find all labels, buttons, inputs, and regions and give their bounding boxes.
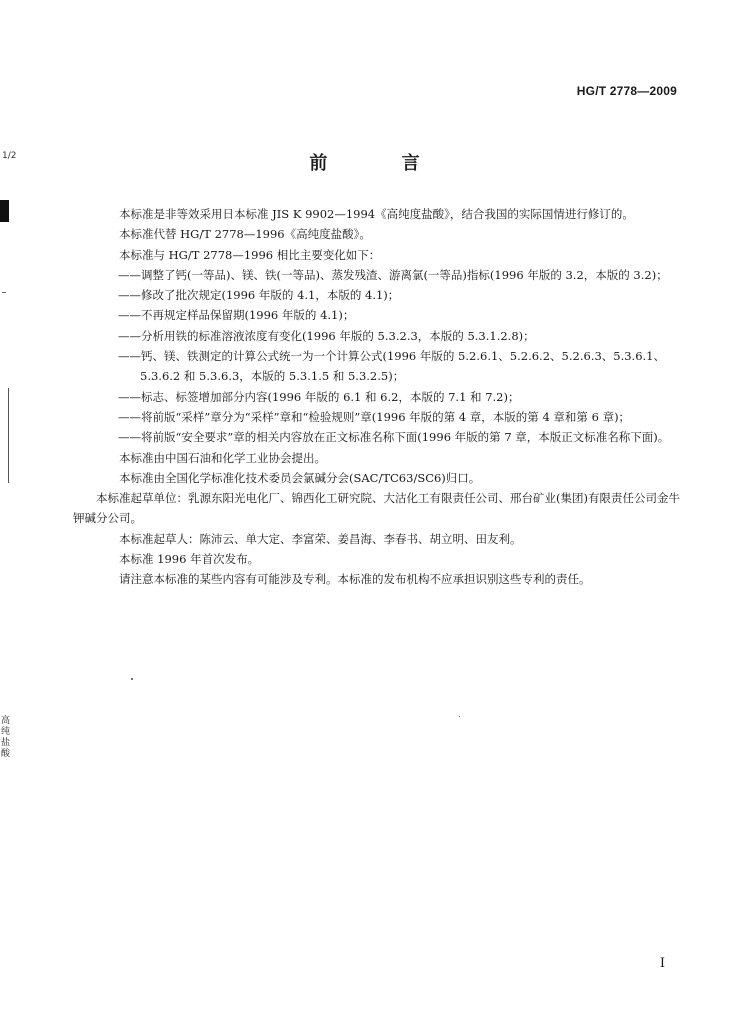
margin-fraction: 1/2 (2, 151, 17, 161)
change-item: ——将前版“安全要求”章的相关内容放在正文标准名称下面(1996 年版的第 7 章，本版正文标准名称下面)。 (118, 430, 670, 445)
paragraph-proposer: 本标准由中国石油和化学工业协会提出。 (119, 450, 326, 465)
paragraph-changes-intro: 本标准与 HG/T 2778—1996 相比主要变化如下： (119, 247, 381, 262)
margin-scan-bar (0, 200, 9, 222)
paragraph-replaces: 本标准代替 HG/T 2778—1996《高纯度盐酸》。 (119, 227, 371, 242)
standard-code: HG/T 2778—2009 (576, 84, 677, 98)
paragraph-drafting-units: 本标准起草单位：乳源东阳光电化厂、锦西化工研究院、大沽化工有限责任公司、邢台矿业(集团)有限责任公司金牛钾碱分公司。 (73, 491, 680, 526)
paragraph-patent-notice: 请注意本标准的某些内容有可能涉及专利。本标准的发布机构不应承担识别这些专利的责任。 (119, 572, 591, 587)
scan-speck (459, 716, 460, 717)
change-item: ——不再规定样品保留期(1996 年版的 4.1)； (118, 308, 355, 323)
paragraph-committee: 本标准由全国化学标准化技术委员会氯碱分会(SAC/TC63/SC6)归口。 (119, 470, 481, 485)
change-item: ——标志、标签增加部分内容(1996 年版的 6.1 和 6.2，本版的 7.1 和 7.2)； (118, 389, 520, 404)
change-item: ——修改了批次规定(1996 年版的 4.1，本版的 4.1)； (118, 288, 400, 303)
paragraph-first-issued: 本标准 1996 年首次发布。 (119, 552, 260, 567)
paragraph-adoption: 本标准是非等效采用日本标准 JIS K 9902—1994《高纯度盐酸》，结合我国的实际国情进行修订的。 (119, 207, 634, 221)
scan-speck (131, 678, 133, 680)
margin-scan-tick (2, 292, 6, 293)
change-item: ——调整了钙(一等品)、镁、铁(一等品)、蒸发残渣、游离氯(一等品)指标(1996 年版的 3.2，本版的 3.2)； (118, 267, 668, 282)
spine-title: 高纯盐酸 (1, 716, 11, 759)
page-number: I (659, 956, 665, 971)
foreword-body (73, 204, 688, 590)
page-title: 前 言 (309, 153, 454, 174)
margin-scan-line (8, 388, 9, 483)
change-item: ——将前版“采样”章分为“采样”章和“检验规则”章(1996 年版的第 4 章，本版的第 4 章和第 6 章)； (118, 409, 631, 424)
change-item: ——钙、镁、铁测定的计算公式统一为一个计算公式(1996 年版的 5.2.6.1、5.2.6.2、5.2.6.3、5.3.6.1、5.3.6.2 和 5.3.6.3，本版的 5.3.1.5 和 5.3.2.5)； (118, 349, 665, 384)
change-item: ——分析用铁的标准溶液浓度有变化(1996 年版的 5.3.2.3，本版的 5.3.1.2.8)； (118, 328, 535, 343)
paragraph-drafters: 本标准起草人：陈沛云、单大定、李富荣、姜昌海、李春书、胡立明、田友利。 (119, 531, 522, 546)
